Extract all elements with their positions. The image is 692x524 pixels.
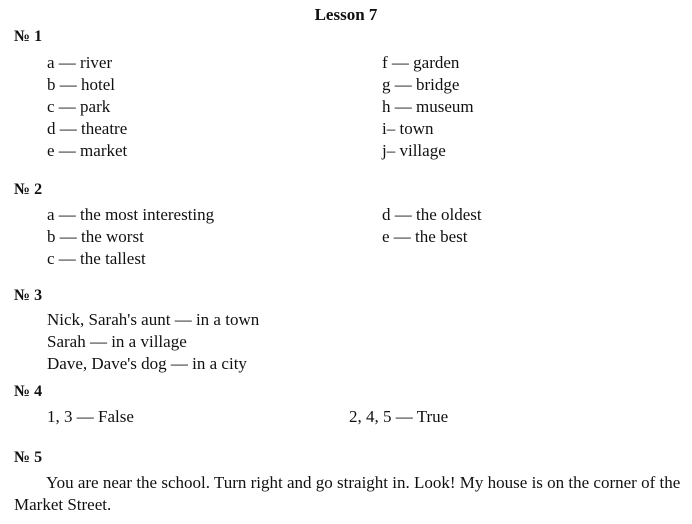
exercise-2-item: c — the tallest	[47, 249, 146, 268]
exercise-4-answer: 1, 3 — False	[47, 407, 134, 426]
exercise-1-item: d — theatre	[47, 119, 128, 138]
exercise-1-item: f — garden	[382, 53, 460, 72]
exercise-4-answer: 2, 4, 5 — True	[349, 407, 449, 426]
exercise-1-item: h — museum	[382, 97, 474, 116]
exercise-2-number: № 2	[14, 181, 43, 198]
exercise-3-number: № 3	[14, 287, 43, 304]
exercise-2-item: d — the oldest	[382, 205, 482, 224]
exercise-2-item: b — the worst	[47, 227, 144, 246]
exercise-5-number: № 5	[14, 449, 43, 466]
exercise-2-item: a — the most interesting	[47, 205, 215, 224]
exercise-1-item: a — river	[47, 53, 113, 72]
exercise-1-item: b — hotel	[47, 75, 115, 94]
exercise-1-item: c — park	[47, 97, 111, 116]
exercise-1-item: e — market	[47, 141, 128, 160]
exercise-2-item: e — the best	[382, 227, 468, 246]
exercise-1-item: j– village	[382, 141, 446, 160]
exercise-3-line: Nick, Sarah's aunt — in a town	[47, 310, 260, 329]
exercise-3-line: Dave, Dave's dog — in a city	[47, 354, 247, 373]
exercise-4-number: № 4	[14, 383, 43, 400]
page-title: Lesson 7	[314, 5, 378, 24]
exercise-1-number: № 1	[14, 28, 43, 45]
exercise-3-line: Sarah — in a village	[47, 332, 187, 351]
exercise-1-item: i– town	[382, 119, 434, 138]
exercise-1-item: g — bridge	[382, 75, 460, 94]
exercise-5-text: You are near the school. Turn right and go straight in. Look! My house is on the corner of the Market Street.	[14, 473, 681, 514]
